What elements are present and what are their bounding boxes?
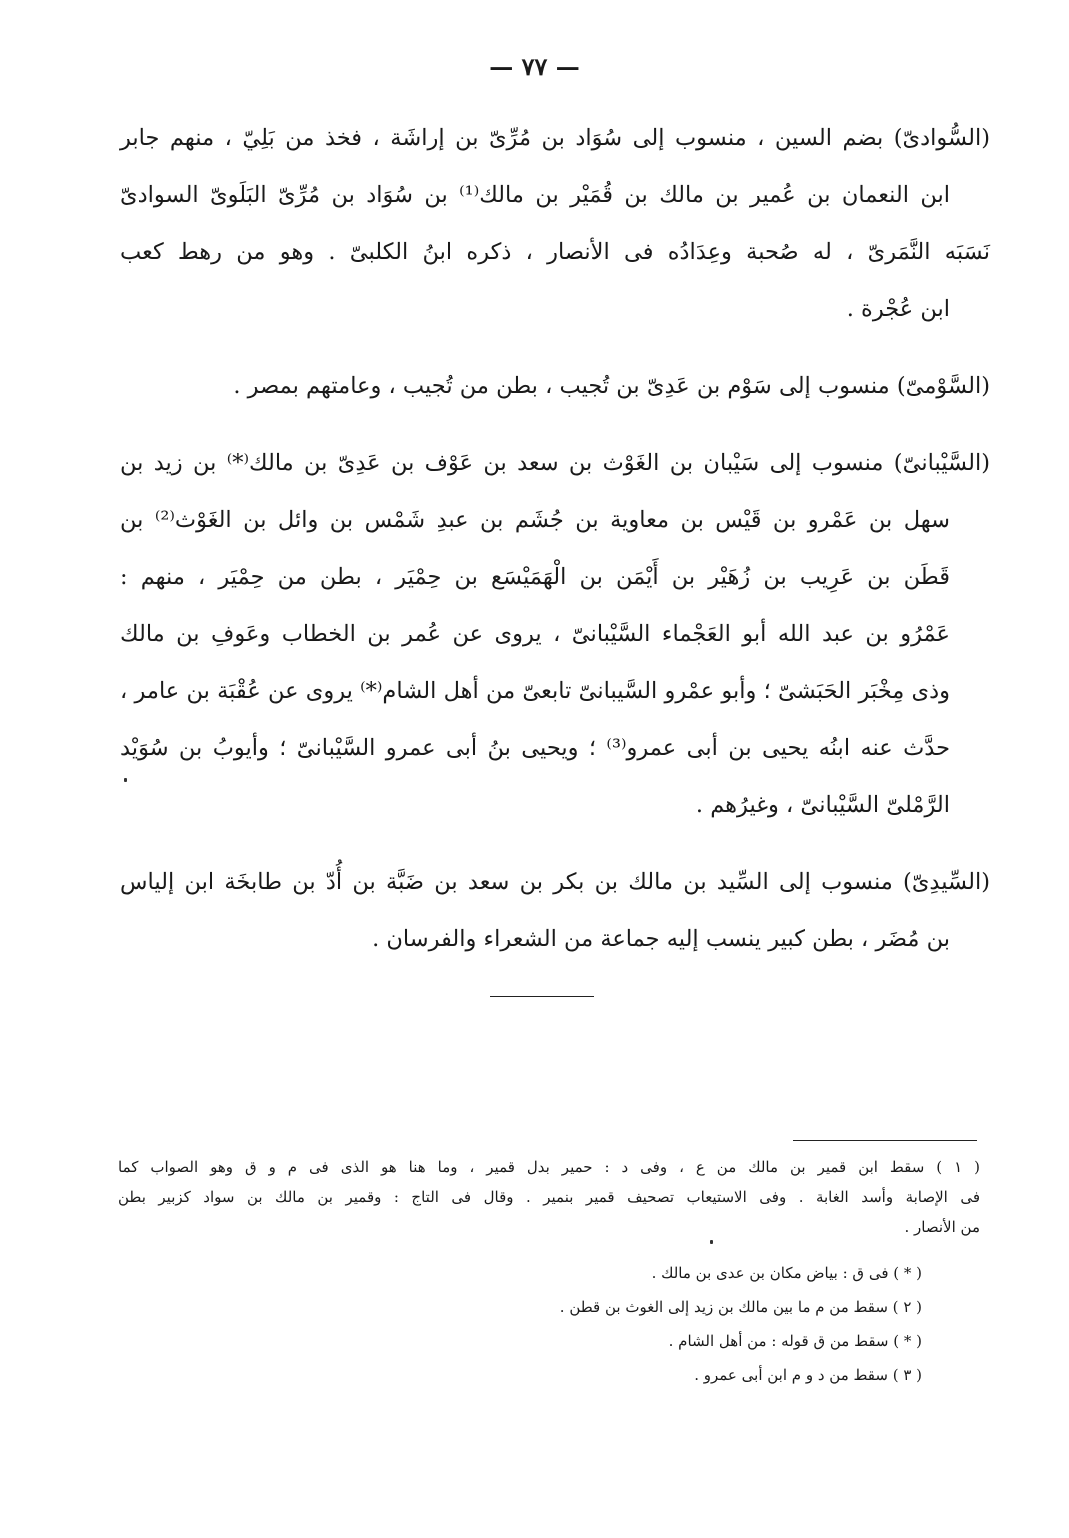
text-line: حدَّث عنه ابنُه يحيى بن أبى عمرو⁽³⁾ ؛ ويحيى بنُ أبى عمرو السَّيْبانىّ ؛ وأيوبُ بن سُوَيْد	[120, 735, 951, 761]
text-line: نَسَبَه النَّمَرىّ ، له صُحبة وعِدَادُه فى الأنصار ، ذكره ابنُ الكلبىّ . وهو من رهط كعب	[120, 239, 990, 265]
entry-saybani	[120, 435, 990, 834]
text-line: (السُّوادىّ) بضم السين ، منسوب إلى سُوَاد بن مُرِّىّ بن إراشَة ، فخذ من بَلِيّ ، منهم جابر	[120, 125, 990, 151]
footnote-line: ( ١ ) سقط ابن قمير بن مالك من ع ، وفى د : حمير بدل قمير ، وما هنا هو الذى فى م و ق وهو الصواب كما	[118, 1158, 980, 1176]
footnote-rule	[793, 1140, 977, 1141]
short-footnotes	[118, 1256, 980, 1392]
text-line: الرَّمْلىّ السَّيْبانىّ ، وغيرُهم .	[695, 792, 950, 818]
footnote-line: فى الإصابة وأسد الغابة . وفى الاستيعاب تصحيف قمير بنمير . وقال فى التاج : وقمير بن مالك بن سواد كزبير بطن	[118, 1188, 980, 1206]
scan-speck	[124, 778, 127, 782]
text-line: (السَّوْمىّ) منسوب إلى سَوْم بن عَدِىّ بن تُجيب ، بطن من تُجيب ، وعامتهم بمصر .	[233, 373, 990, 399]
footnote-item: ( * ) فى ق : بياض مكان بن عدى بن مالك .	[651, 1264, 922, 1282]
footnote-item: ( * ) سقط من ق قوله : من أهل الشام .	[668, 1332, 922, 1350]
section-separator	[490, 996, 594, 997]
footnote-line: من الأنصار .	[904, 1218, 980, 1236]
text-line: (السِّيدِىّ) منسوب إلى السِّيد بن مالك بن بكر بن سعد بن ضَبَّة بن أُدّ بن طابخَة ابن إلياس	[120, 869, 990, 895]
footnote-item: ( ٣ ) سقط من د و م ابن أبى عمرو .	[694, 1366, 922, 1384]
text-line: ابن عُجْرة .	[846, 296, 950, 322]
text-line: قَطَن بن عَرِيب بن زُهَيْر بن أَيْمَن بن الْهَمَيْسَع بن حِمْيَر ، بطن من حِمْيَر ، منهم :	[120, 564, 950, 590]
footnote-1	[118, 1152, 980, 1242]
text-line: ابن النعمان بن عُمير بن مالك بن قُمَيْر بن مالك⁽¹⁾ بن سُوَاد بن مُرِّىّ البَلَوىّ السوادىّ	[120, 182, 950, 208]
main-text	[120, 110, 990, 988]
text-line: سهل بن عَمْرو بن قَيْس بن معاوية بن جُشَم بن عبدِ شَمْس بن وائل بن الغَوْث⁽²⁾ بن	[120, 507, 950, 533]
text-line: بن مُضَر ، بطن كبير ينسب إليه جماعة من الشعراء والفرسان .	[372, 926, 950, 952]
text-line: عَمْرُو بن عبد الله أبو العَجْماء السَّيْبانىّ ، يروى عن عُمر بن الخطاب وعَوفِ بن مالك	[120, 621, 950, 647]
entry-suwadi	[120, 110, 990, 338]
footnote-item: ( ٢ ) سقط من م ما بين مالك بن زيد إلى الغوث بن قطن .	[559, 1298, 922, 1316]
footnotes	[118, 1152, 980, 1392]
entry-sayyidi	[120, 854, 990, 968]
page-number: — ٧٧ —	[489, 52, 580, 81]
scan-speck	[710, 1240, 713, 1244]
text-line: (السَّيْبانىّ) منسوب إلى سَيْبان بن الغَوْث بن سعد بن عَوْف بن عَدِىّ بن مالك⁽*⁾ بن زيد بن	[120, 450, 990, 476]
entry-sawmi	[120, 358, 990, 415]
text-line: وذى مِخْبَر الحَبَشىّ ؛ وأبو عمْرو السَّيبانىّ تابعىّ من أهل الشام⁽*⁾ يروى عن عُقْبَة بن عامر ،	[120, 678, 950, 704]
